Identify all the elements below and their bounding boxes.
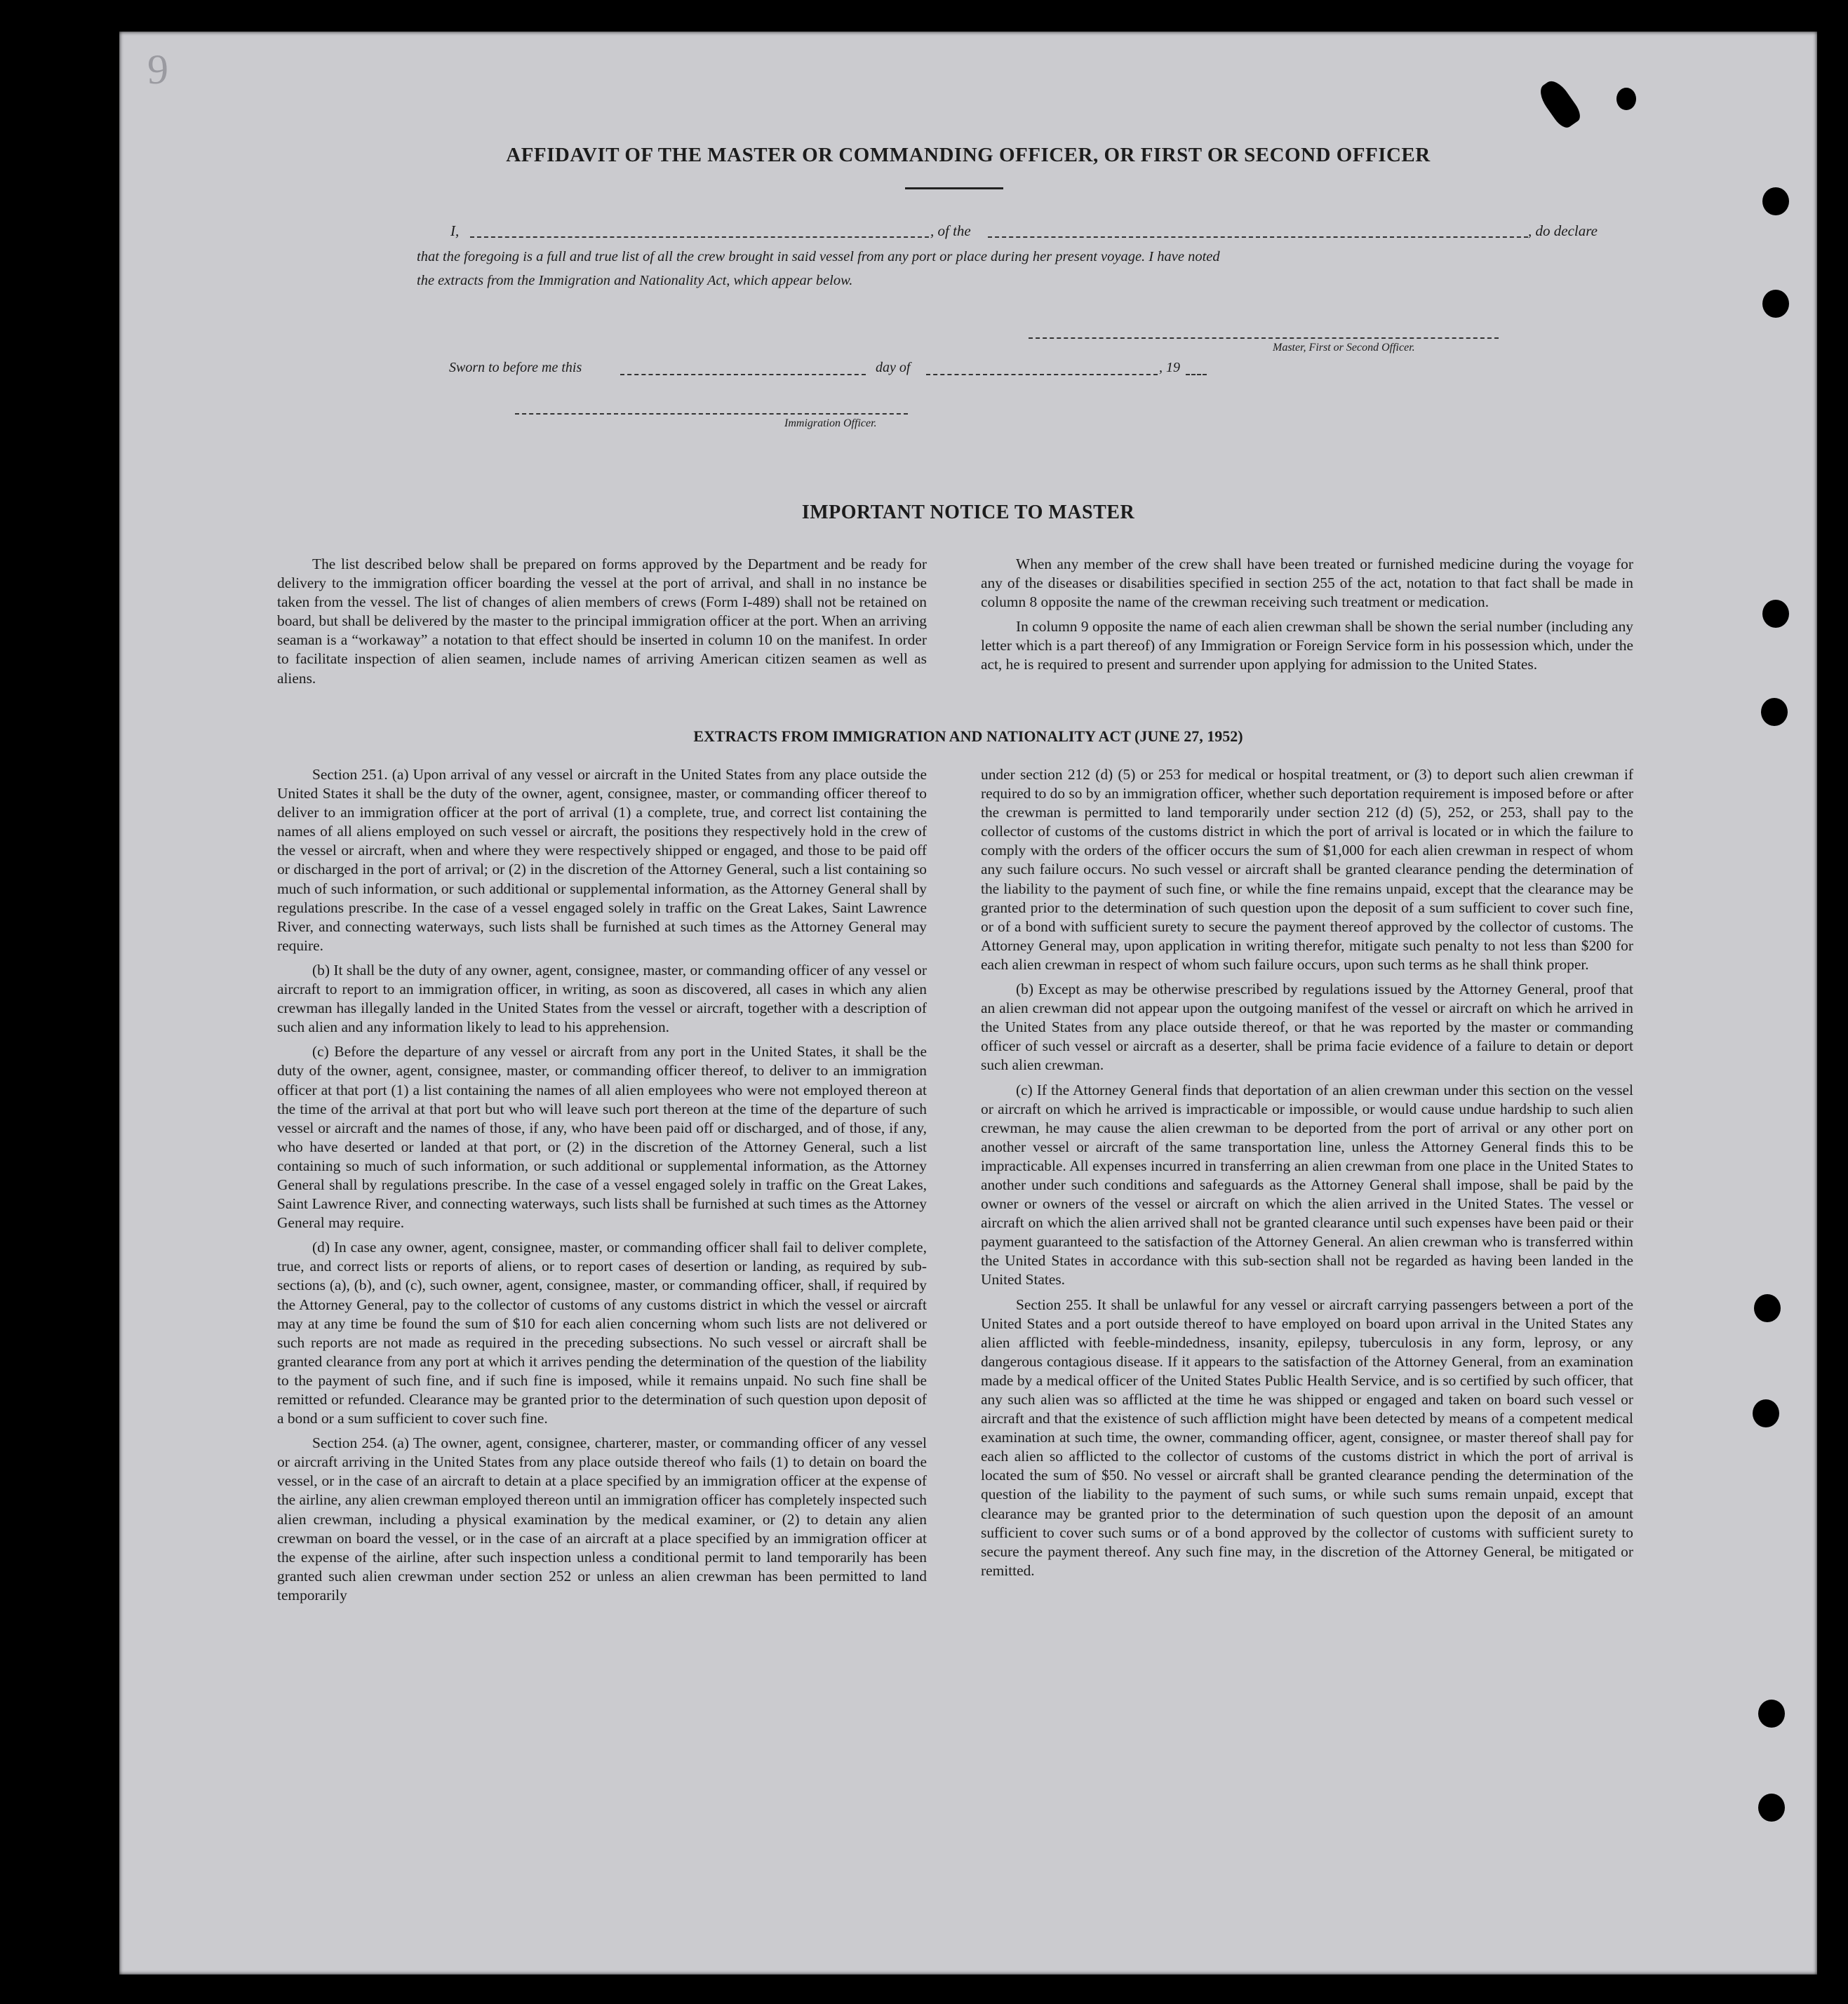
declarant-name-field[interactable] [470,236,929,238]
extracts-left-column [277,765,927,1610]
notice-title: IMPORTANT NOTICE TO MASTER [801,502,1135,523]
master-signature-label: Master, First or Second Officer. [1273,342,1415,354]
officer-signature-field[interactable] [515,413,908,415]
officer-signature-label: Immigration Officer. [784,417,877,429]
year-label: , 19 [1159,360,1180,375]
affidavit-title: AFFIDAVIT OF THE MASTER OR COMMANDING OFFICER, OR FIRST OR SECOND OFFICER [506,144,1431,166]
punch-hole [1753,1399,1779,1427]
section-254-b: (b) Except as may be otherwise prescribed by regulations issued by the Attorney General, proof that an alien crewman did not appear upon the outgoing manifest of the vessel or aircraft on which he arrived in the United States from any place outside thereof, or that he was reported by the master or commanding officer of such vessel or aircraft as a deserter, shall be prima facie evidence of a failure to detain or deport such alien crewman. [981,981,1633,1074]
section-251-c: (c) Before the departure of any vessel or aircraft from any port in the United States, it shall be the duty of the owner, agent, consignee, master, or commanding officer thereof, to deliver to an immigration officer at that port (1) a list containing the names of all alien employees who were not employed thereon at the time of the arrival at that port but who will leave such port thereon at the time of the departure of such vessel or aircraft and the names of those, if any, who have been paid off or discharged, and of those, if any, who have deserted or landed at that port, or (2) in the discretion of the Attorney General, such a list containing so much of such information, or such additional or supplemental information, as the Attorney General shall by regulations prescribe. In the case of a vessel engaged solely in traffic on the Great Lakes, Saint Lawrence River, and connecting waterways, such lists shall be furnished at such times as the Attorney General may require. [277,1043,927,1232]
section-254-a: Section 254. (a) The owner, agent, consignee, charterer, master, or commanding officer of any vessel or aircraft arriving in the United States from any place outside thereof who fails (1) to detain on board the vessel, or in the case of an aircraft to detain at a place specified by an immigration officer at the expense of the airline, any alien crewman employed thereon until an immigration officer has completely inspected such alien crewman, including a physical examination by the medical examiner, or (2) to detain any alien crewman on board the vessel, or in the case of an aircraft at a place specified by an immigration officer at the expense of the airline, after such inspection unless a conditional permit to land temporarily has been granted such alien crewman under section 252 or unless an alien crewman has been permitted to land temporarily [277,1434,927,1603]
extracts-heading: EXTRACTS FROM IMMIGRATION AND NATIONALITY ACT (JUNE 27, 1952) [693,727,1243,745]
section-254-a-cont: under section 212 (d) (5) or 253 for medical or hospital treatment, or (3) to deport such alien crewman if required to do so by an immigration officer, whether such deportation requirement is imposed before or after the crewman is permitted to land temporarily under section 212 (d) (5), 252, or 253, shall pay to the collector of customs of the customs district in which the port of arrival is located or in which the failure to comply with the orders of the officer occurs the sum of $1,000 for each alien crewman in respect of whom any such failure occurs. No such vessel or aircraft shall be granted clearance pending the determination of the liability to the payment of such fine, or while the fine remains unpaid, except that the clearance may be granted prior to the determination of such question upon the deposit of a sum sufficient to cover such fine, or of a bond with sufficient surety to secure the payment thereof approved by the collector of customs. The Attorney General may, upon application in writing therefor, mitigate such penalty to not less than $200 for each alien crewman in respect of whom such failure occurs, upon such terms as he shall think proper. [981,766,1633,973]
punch-hole [1762,187,1789,215]
sworn-month-field[interactable] [926,374,1158,375]
extracts-right-column [981,765,1633,1586]
title-rule [905,187,1003,189]
punch-hole [1754,1294,1781,1322]
section-251-d: (d) In case any owner, agent, consignee, master, or commanding officer shall fail to deliver complete, true, and correct lists or reports of aliens, or to report cases of desertion or landing, as required by sub-sections (a), (b), and (c), such owner, agent, consignee, master, or commanding officer, shall, if required by the Attorney General, pay to the collector of customs of any customs district in which the vessel or aircraft may at any time be found the sum of $10 for each alien concerning whom such lists are not delivered or such reports are not made as required in the preceding subsections. No such vessel or aircraft shall be granted clearance from any port at which it arrives pending the determination of the question of the liability to the payment of such fine, and if such fine is imposed, while it remains unpaid. No such fine shall be remitted or refunded. Clearance may be granted prior to the determination of such question upon deposit of a bond or a sum sufficient to cover such fine. [277,1239,927,1427]
day-of-label: day of [876,360,911,375]
notice-left-column [277,555,927,694]
ink-blot [1535,76,1584,131]
punch-hole [1762,290,1789,318]
punch-hole [1761,698,1788,726]
punch-hole [1758,1700,1785,1728]
sworn-label: Sworn to before me this [449,360,582,375]
punch-hole [1762,600,1789,628]
section-251-b: (b) It shall be the duty of any owner, agent, consignee, master, or commanding officer of any vessel or aircraft to report to an immigration officer, in writing, as soon as discovered, all cases in which any alien crewman has illegally landed in the United States from the vessel or aircraft, together with a description of such alien and any information likely to lead to his apprehension. [277,961,927,1036]
master-signature-field[interactable] [1029,337,1499,339]
section-255: Section 255. It shall be unlawful for any vessel or aircraft carrying passengers between a port of the United States and a port outside thereof to have employed on board upon arrival in the United States any alien afflicted with feeble-mindedness, insanity, epilepsy, tuberculosis in any form, leprosy, or any dangerous contagious disease. If it appears to the satisfaction of the Attorney General, from an examination made by a medical officer of the United States Public Health Service, and is so certified by such officer, that any such alien was so afflicted at the time he was shipped or engaged and taken on board such vessel or aircraft and that the existence of such affliction might have been detected by means of a competent medical examination at such time, the owner, commanding officer, agent, consignee, or master thereof shall pay for each alien so afflicted to the collector of customs of the customs district in which the port of arrival is located the sum of $50. No vessel or aircraft shall be granted clearance pending the determination of the question of the liability to the payment of such sums, or while such sums remain unpaid, except that clearance may be granted prior to the determination of such question upon the deposit of an amount sufficient to cover such sums or of a bond approved by the collector of customs with sufficient surety to secure the payment thereof. Any such fine may, in the discretion of the Attorney General, be mitigated or remitted. [981,1296,1633,1579]
notice-left-text: The list described below shall be prepared on forms approved by the Department and be ready for delivery to the immigration officer boarding the vessel at the port of arrival, and shall in no instance be taken from the vessel. The list of changes of alien members of crews (Form I-489) shall not be retained on board, but shall be delivered by the master to the principal immigration officer at the port. When an arriving seaman is a “workaway” a notation to that effect should be inserted in column 10 on the manifest. In order to facilitate inspection of alien seamen, include names of arriving American citizen seamen as well as aliens. [277,556,927,687]
sworn-day-field[interactable] [620,374,866,375]
sworn-year-field[interactable] [1186,374,1207,375]
form-sheet [119,32,1817,1975]
vessel-name-field[interactable] [988,236,1528,238]
punch-hole [1758,1794,1785,1822]
affidavit-statement-line: that the foregoing is a full and true list of all the crew brought in said vessel from any port or place during her present voyage. I have noted [417,249,1220,264]
of-the-label: , of the [930,222,971,239]
page-number: 9 [147,46,168,93]
declarant-prefix: I, [450,222,460,239]
section-254-c: (c) If the Attorney General finds that deportation of an alien crewman under this section on the vessel or aircraft on which he arrived is impracticable or impossible, or would cause undue hardship to such alien crewman, he may cause the alien crewman to be deported from the port of arrival or any other port on another vessel or aircraft of the same transportation line, unless the Attorney General finds this to be impracticable. All expenses incurred in transferring an alien crewman from one place in the United States to another under such conditions and safeguards as the Attorney General shall impose, shall be paid by the owner or owners of the vessel or aircraft on which the alien arrived in the United States. The vessel or aircraft on which the alien arrived shall not be granted clearance until such expenses have been paid or their payment guaranteed to the satisfaction of the Attorney General. An alien crewman who is transferred within the United States in accordance with this sub-section shall not be regarded as having been landed in the United States. [981,1081,1633,1289]
punch-hole [1616,88,1636,110]
notice-right-text-1: When any member of the crew shall have been treated or furnished medicine during the voyage for any of the diseases or disabilities specified in section 255 of the act, notation to that fact shall be made in column 8 opposite the name of the crewman receiving such treatment or medication. [981,556,1633,611]
notice-right-text-2: In column 9 opposite the name of each alien crewman shall be shown the serial number (including any letter which is a part thereof) of any Immigration or Foreign Service form in his possession which, under the act, he is required to present and surrender upon applying for admission to the United States. [981,618,1633,673]
section-251-a: Section 251. (a) Upon arrival of any vessel or aircraft in the United States from any place outside the United States it shall be the duty of the owner, agent, consignee, master, or commanding officer thereof to deliver to an immigration officer at the port of arrival (1) a complete, true, and correct list containing the names of all aliens employed on such vessel or aircraft, the positions they respectively hold in the crew of the vessel or aircraft, when and where they were respectively shipped or engaged, and those to be paid off or discharged in the port of arrival; or (2) in the discretion of the Attorney General, such a list containing so much of such information, or such additional or supplemental information, as the Attorney General shall by regulations prescribe. In the case of a vessel engaged solely in traffic on the Great Lakes, Saint Lawrence River, and connecting waterways, such lists shall be furnished at such times as the Attorney General may require. [277,766,927,954]
notice-right-column [981,555,1633,680]
affidavit-statement-line2: the extracts from the Immigration and Nationality Act, which appear below. [417,273,853,288]
do-declare-label: , do declare [1528,222,1598,239]
